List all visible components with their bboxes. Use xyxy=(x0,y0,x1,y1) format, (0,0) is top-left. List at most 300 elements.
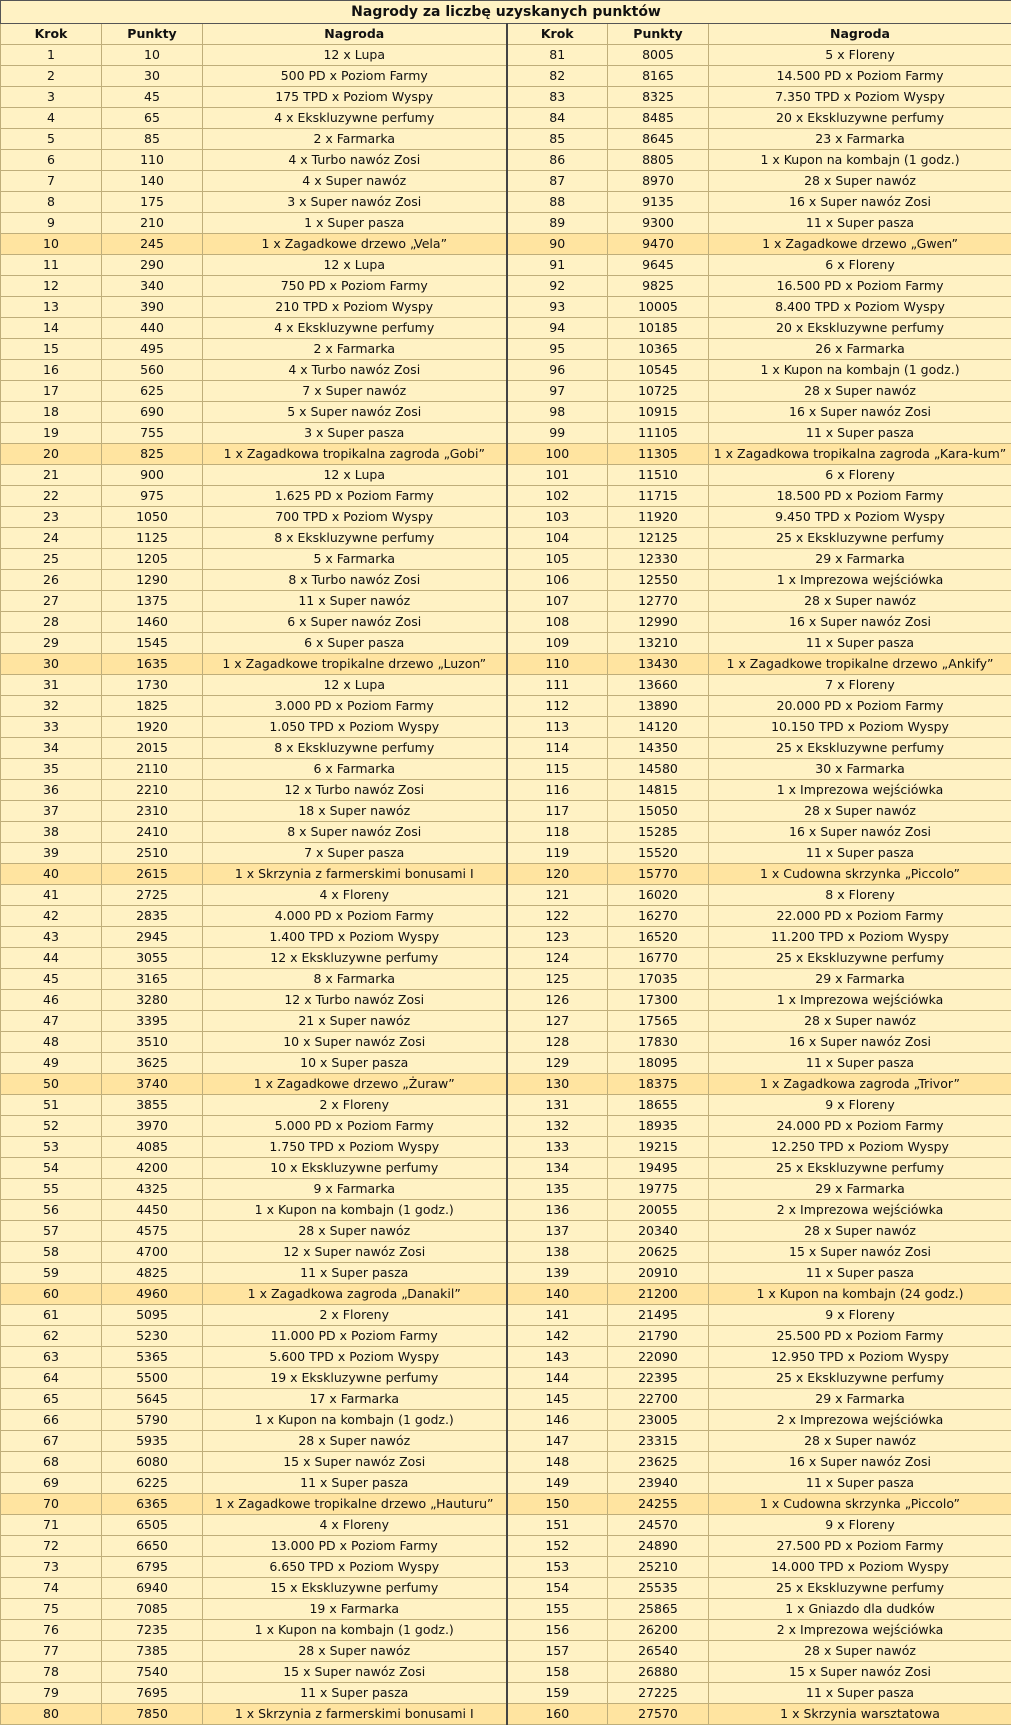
cell-krok: 97 xyxy=(507,381,608,402)
table-row xyxy=(1,801,1011,822)
cell-krok: 70 xyxy=(1,1494,102,1515)
cell-nagroda: 4 x Ekskluzywne perfumy xyxy=(203,108,507,129)
cell-nagroda: 10.150 TPD x Poziom Wyspy xyxy=(709,717,1011,738)
cell-krok: 26 xyxy=(1,570,102,591)
cell-krok: 151 xyxy=(507,1515,608,1536)
cell-nagroda: 4 x Turbo nawóz Zosi xyxy=(203,360,507,381)
cell-krok: 12 xyxy=(1,276,102,297)
cell-nagroda: 4 x Super nawóz xyxy=(203,171,507,192)
cell-nagroda: 10 x Ekskluzywne perfumy xyxy=(203,1158,507,1179)
cell-punkty: 15520 xyxy=(608,843,709,864)
cell-punkty: 3855 xyxy=(102,1095,203,1116)
cell-punkty: 3510 xyxy=(102,1032,203,1053)
cell-nagroda: 16 x Super nawóz Zosi xyxy=(709,402,1011,423)
cell-nagroda: 17 x Farmarka xyxy=(203,1389,507,1410)
cell-nagroda: 28 x Super nawóz xyxy=(709,801,1011,822)
cell-krok: 129 xyxy=(507,1053,608,1074)
cell-punkty: 24255 xyxy=(608,1494,709,1515)
cell-punkty: 3165 xyxy=(102,969,203,990)
cell-nagroda: 8.400 TPD x Poziom Wyspy xyxy=(709,297,1011,318)
cell-nagroda: 1.625 PD x Poziom Farmy xyxy=(203,486,507,507)
cell-punkty: 12330 xyxy=(608,549,709,570)
cell-punkty: 26540 xyxy=(608,1641,709,1662)
table-row xyxy=(1,990,1011,1011)
cell-punkty: 175 xyxy=(102,192,203,213)
cell-punkty: 140 xyxy=(102,171,203,192)
cell-nagroda: 8 x Farmarka xyxy=(203,969,507,990)
cell-nagroda: 1 x Imprezowa wejściówka xyxy=(709,570,1011,591)
cell-punkty: 7850 xyxy=(102,1704,203,1725)
cell-krok: 53 xyxy=(1,1137,102,1158)
cell-krok: 83 xyxy=(507,87,608,108)
cell-punkty: 2615 xyxy=(102,864,203,885)
cell-punkty: 16270 xyxy=(608,906,709,927)
cell-punkty: 1825 xyxy=(102,696,203,717)
cell-punkty: 19775 xyxy=(608,1179,709,1200)
cell-punkty: 4200 xyxy=(102,1158,203,1179)
table-row xyxy=(1,864,1011,885)
cell-nagroda: 7 x Super nawóz xyxy=(203,381,507,402)
cell-krok: 107 xyxy=(507,591,608,612)
cell-nagroda: 11 x Super pasza xyxy=(709,423,1011,444)
table-row xyxy=(1,465,1011,486)
header-nagroda-left: Nagroda xyxy=(203,24,507,45)
table-row xyxy=(1,927,1011,948)
cell-punkty: 15050 xyxy=(608,801,709,822)
cell-krok: 36 xyxy=(1,780,102,801)
cell-krok: 32 xyxy=(1,696,102,717)
cell-punkty: 1375 xyxy=(102,591,203,612)
cell-nagroda: 1 x Kupon na kombajn (1 godz.) xyxy=(203,1200,507,1221)
cell-nagroda: 11 x Super pasza xyxy=(203,1473,507,1494)
cell-punkty: 2310 xyxy=(102,801,203,822)
cell-punkty: 5500 xyxy=(102,1368,203,1389)
cell-nagroda: 11 x Super pasza xyxy=(709,1683,1011,1704)
cell-nagroda: 16 x Super nawóz Zosi xyxy=(709,822,1011,843)
cell-nagroda: 1 x Cudowna skrzynka „Piccolo” xyxy=(709,1494,1011,1515)
cell-punkty: 10005 xyxy=(608,297,709,318)
cell-krok: 137 xyxy=(507,1221,608,1242)
cell-nagroda: 12 x Lupa xyxy=(203,255,507,276)
cell-nagroda: 28 x Super nawóz xyxy=(709,381,1011,402)
table-row xyxy=(1,549,1011,570)
cell-punkty: 11715 xyxy=(608,486,709,507)
cell-krok: 24 xyxy=(1,528,102,549)
cell-krok: 8 xyxy=(1,192,102,213)
table-row xyxy=(1,612,1011,633)
cell-nagroda: 28 x Super nawóz xyxy=(709,1431,1011,1452)
cell-krok: 141 xyxy=(507,1305,608,1326)
cell-nagroda: 23 x Farmarka xyxy=(709,129,1011,150)
cell-nagroda: 1 x Zagadkowa tropikalna zagroda „Kara-kum” xyxy=(709,444,1011,465)
cell-nagroda: 2 x Floreny xyxy=(203,1095,507,1116)
cell-krok: 147 xyxy=(507,1431,608,1452)
cell-krok: 125 xyxy=(507,969,608,990)
cell-punkty: 85 xyxy=(102,129,203,150)
cell-krok: 38 xyxy=(1,822,102,843)
cell-krok: 81 xyxy=(507,45,608,66)
cell-punkty: 15285 xyxy=(608,822,709,843)
table-row xyxy=(1,1620,1011,1641)
cell-punkty: 900 xyxy=(102,465,203,486)
cell-punkty: 2015 xyxy=(102,738,203,759)
table-row xyxy=(1,507,1011,528)
cell-punkty: 12550 xyxy=(608,570,709,591)
cell-punkty: 23625 xyxy=(608,1452,709,1473)
cell-krok: 145 xyxy=(507,1389,608,1410)
cell-krok: 156 xyxy=(507,1620,608,1641)
cell-krok: 102 xyxy=(507,486,608,507)
table-row xyxy=(1,696,1011,717)
cell-krok: 64 xyxy=(1,1368,102,1389)
table-row xyxy=(1,276,1011,297)
cell-krok: 108 xyxy=(507,612,608,633)
cell-punkty: 8005 xyxy=(608,45,709,66)
cell-punkty: 1125 xyxy=(102,528,203,549)
cell-nagroda: 16 x Super nawóz Zosi xyxy=(709,612,1011,633)
cell-nagroda: 8 x Super nawóz Zosi xyxy=(203,822,507,843)
cell-nagroda: 10 x Super pasza xyxy=(203,1053,507,1074)
cell-punkty: 2210 xyxy=(102,780,203,801)
table-row xyxy=(1,87,1011,108)
table-row xyxy=(1,234,1011,255)
cell-punkty: 14120 xyxy=(608,717,709,738)
cell-punkty: 65 xyxy=(102,108,203,129)
cell-punkty: 25535 xyxy=(608,1578,709,1599)
table-row xyxy=(1,633,1011,654)
cell-krok: 78 xyxy=(1,1662,102,1683)
header-krok-right: Krok xyxy=(507,24,608,45)
cell-krok: 59 xyxy=(1,1263,102,1284)
table-row xyxy=(1,66,1011,87)
cell-krok: 103 xyxy=(507,507,608,528)
cell-punkty: 2110 xyxy=(102,759,203,780)
cell-nagroda: 1.400 TPD x Poziom Wyspy xyxy=(203,927,507,948)
cell-krok: 44 xyxy=(1,948,102,969)
cell-punkty: 18095 xyxy=(608,1053,709,1074)
cell-punkty: 4325 xyxy=(102,1179,203,1200)
table-row xyxy=(1,570,1011,591)
cell-krok: 76 xyxy=(1,1620,102,1641)
header-krok-left: Krok xyxy=(1,24,102,45)
cell-nagroda: 11 x Super nawóz xyxy=(203,591,507,612)
cell-krok: 155 xyxy=(507,1599,608,1620)
cell-krok: 30 xyxy=(1,654,102,675)
table-row xyxy=(1,1494,1011,1515)
cell-nagroda: 11 x Super pasza xyxy=(203,1263,507,1284)
cell-punkty: 4575 xyxy=(102,1221,203,1242)
table-row xyxy=(1,1599,1011,1620)
cell-punkty: 8645 xyxy=(608,129,709,150)
table-row xyxy=(1,1263,1011,1284)
cell-nagroda: 8 x Ekskluzywne perfumy xyxy=(203,528,507,549)
cell-krok: 42 xyxy=(1,906,102,927)
cell-krok: 111 xyxy=(507,675,608,696)
cell-nagroda: 25 x Ekskluzywne perfumy xyxy=(709,1368,1011,1389)
cell-krok: 3 xyxy=(1,87,102,108)
cell-nagroda: 12 x Ekskluzywne perfumy xyxy=(203,948,507,969)
cell-krok: 86 xyxy=(507,150,608,171)
cell-nagroda: 13.000 PD x Poziom Farmy xyxy=(203,1536,507,1557)
cell-nagroda: 20 x Ekskluzywne perfumy xyxy=(709,108,1011,129)
cell-nagroda: 1 x Zagadkowe tropikalne drzewo „Ankify” xyxy=(709,654,1011,675)
cell-krok: 106 xyxy=(507,570,608,591)
cell-nagroda: 4 x Ekskluzywne perfumy xyxy=(203,318,507,339)
cell-punkty: 17035 xyxy=(608,969,709,990)
cell-punkty: 19495 xyxy=(608,1158,709,1179)
table-row xyxy=(1,1137,1011,1158)
cell-punkty: 1545 xyxy=(102,633,203,654)
cell-punkty: 21200 xyxy=(608,1284,709,1305)
header-nagroda-right: Nagroda xyxy=(709,24,1011,45)
cell-punkty: 9645 xyxy=(608,255,709,276)
cell-punkty: 26880 xyxy=(608,1662,709,1683)
cell-punkty: 440 xyxy=(102,318,203,339)
table-row xyxy=(1,1032,1011,1053)
cell-punkty: 1635 xyxy=(102,654,203,675)
cell-punkty: 6940 xyxy=(102,1578,203,1599)
cell-punkty: 9825 xyxy=(608,276,709,297)
table-body xyxy=(1,45,1011,1725)
cell-nagroda: 19 x Ekskluzywne perfumy xyxy=(203,1368,507,1389)
cell-nagroda: 4 x Turbo nawóz Zosi xyxy=(203,150,507,171)
cell-punkty: 26200 xyxy=(608,1620,709,1641)
cell-nagroda: 11.000 PD x Poziom Farmy xyxy=(203,1326,507,1347)
cell-krok: 21 xyxy=(1,465,102,486)
cell-punkty: 17830 xyxy=(608,1032,709,1053)
cell-krok: 40 xyxy=(1,864,102,885)
cell-nagroda: 9 x Floreny xyxy=(709,1515,1011,1536)
table-row xyxy=(1,948,1011,969)
cell-nagroda: 5.000 PD x Poziom Farmy xyxy=(203,1116,507,1137)
table-row xyxy=(1,1179,1011,1200)
cell-punkty: 2410 xyxy=(102,822,203,843)
cell-krok: 17 xyxy=(1,381,102,402)
cell-nagroda: 210 TPD x Poziom Wyspy xyxy=(203,297,507,318)
cell-punkty: 25210 xyxy=(608,1557,709,1578)
cell-krok: 54 xyxy=(1,1158,102,1179)
cell-krok: 87 xyxy=(507,171,608,192)
table-row xyxy=(1,318,1011,339)
cell-punkty: 15770 xyxy=(608,864,709,885)
table-row xyxy=(1,738,1011,759)
cell-nagroda: 14.500 PD x Poziom Farmy xyxy=(709,66,1011,87)
cell-punkty: 8970 xyxy=(608,171,709,192)
cell-krok: 2 xyxy=(1,66,102,87)
cell-nagroda: 12.950 TPD x Poziom Wyspy xyxy=(709,1347,1011,1368)
cell-nagroda: 2 x Imprezowa wejściówka xyxy=(709,1410,1011,1431)
header-punkty-right: Punkty xyxy=(608,24,709,45)
cell-krok: 113 xyxy=(507,717,608,738)
cell-punkty: 6505 xyxy=(102,1515,203,1536)
cell-punkty: 6080 xyxy=(102,1452,203,1473)
cell-punkty: 825 xyxy=(102,444,203,465)
cell-krok: 56 xyxy=(1,1200,102,1221)
cell-krok: 22 xyxy=(1,486,102,507)
cell-nagroda: 18.500 PD x Poziom Farmy xyxy=(709,486,1011,507)
cell-punkty: 4450 xyxy=(102,1200,203,1221)
cell-krok: 124 xyxy=(507,948,608,969)
cell-krok: 126 xyxy=(507,990,608,1011)
cell-nagroda: 8 x Floreny xyxy=(709,885,1011,906)
cell-nagroda: 5.600 TPD x Poziom Wyspy xyxy=(203,1347,507,1368)
cell-nagroda: 25 x Ekskluzywne perfumy xyxy=(709,1578,1011,1599)
cell-nagroda: 2 x Imprezowa wejściówka xyxy=(709,1620,1011,1641)
table-row xyxy=(1,1662,1011,1683)
table-row xyxy=(1,1116,1011,1137)
cell-punkty: 19215 xyxy=(608,1137,709,1158)
table-row xyxy=(1,486,1011,507)
cell-nagroda: 20 x Ekskluzywne perfumy xyxy=(709,318,1011,339)
cell-krok: 50 xyxy=(1,1074,102,1095)
cell-nagroda: 18 x Super nawóz xyxy=(203,801,507,822)
cell-punkty: 245 xyxy=(102,234,203,255)
cell-nagroda: 6 x Super pasza xyxy=(203,633,507,654)
cell-krok: 148 xyxy=(507,1452,608,1473)
cell-krok: 57 xyxy=(1,1221,102,1242)
cell-punkty: 5365 xyxy=(102,1347,203,1368)
cell-punkty: 12770 xyxy=(608,591,709,612)
cell-krok: 55 xyxy=(1,1179,102,1200)
cell-punkty: 21790 xyxy=(608,1326,709,1347)
cell-punkty: 6650 xyxy=(102,1536,203,1557)
cell-krok: 62 xyxy=(1,1326,102,1347)
cell-krok: 117 xyxy=(507,801,608,822)
cell-nagroda: 6.650 TPD x Poziom Wyspy xyxy=(203,1557,507,1578)
table-row xyxy=(1,1326,1011,1347)
cell-krok: 133 xyxy=(507,1137,608,1158)
table-title: Nagrody za liczbę uzyskanych punktów xyxy=(1,1,1011,24)
cell-nagroda: 11.200 TPD x Poziom Wyspy xyxy=(709,927,1011,948)
cell-krok: 85 xyxy=(507,129,608,150)
cell-nagroda: 28 x Super nawóz xyxy=(203,1431,507,1452)
cell-krok: 9 xyxy=(1,213,102,234)
cell-punkty: 8325 xyxy=(608,87,709,108)
cell-krok: 71 xyxy=(1,1515,102,1536)
cell-punkty: 23940 xyxy=(608,1473,709,1494)
cell-nagroda: 11 x Super pasza xyxy=(709,633,1011,654)
cell-punkty: 10185 xyxy=(608,318,709,339)
table-row xyxy=(1,1284,1011,1305)
cell-nagroda: 4 x Floreny xyxy=(203,885,507,906)
cell-krok: 110 xyxy=(507,654,608,675)
cell-punkty: 5935 xyxy=(102,1431,203,1452)
cell-krok: 29 xyxy=(1,633,102,654)
cell-krok: 139 xyxy=(507,1263,608,1284)
cell-krok: 89 xyxy=(507,213,608,234)
cell-nagroda: 1 x Cudowna skrzynka „Piccolo” xyxy=(709,864,1011,885)
cell-krok: 19 xyxy=(1,423,102,444)
cell-nagroda: 28 x Super nawóz xyxy=(709,1641,1011,1662)
table-row xyxy=(1,1431,1011,1452)
cell-nagroda: 1 x Imprezowa wejściówka xyxy=(709,780,1011,801)
cell-nagroda: 30 x Farmarka xyxy=(709,759,1011,780)
cell-nagroda: 1 x Zagadkowa tropikalna zagroda „Gobi” xyxy=(203,444,507,465)
cell-krok: 65 xyxy=(1,1389,102,1410)
cell-nagroda: 2 x Farmarka xyxy=(203,129,507,150)
cell-krok: 120 xyxy=(507,864,608,885)
cell-punkty: 390 xyxy=(102,297,203,318)
cell-krok: 134 xyxy=(507,1158,608,1179)
cell-punkty: 16770 xyxy=(608,948,709,969)
cell-krok: 10 xyxy=(1,234,102,255)
cell-krok: 82 xyxy=(507,66,608,87)
table-row xyxy=(1,1557,1011,1578)
cell-nagroda: 6 x Floreny xyxy=(709,255,1011,276)
cell-nagroda: 11 x Super pasza xyxy=(709,213,1011,234)
table-row xyxy=(1,1704,1011,1725)
cell-krok: 31 xyxy=(1,675,102,696)
cell-punkty: 10545 xyxy=(608,360,709,381)
table-row xyxy=(1,1368,1011,1389)
cell-krok: 25 xyxy=(1,549,102,570)
cell-krok: 37 xyxy=(1,801,102,822)
cell-punkty: 20910 xyxy=(608,1263,709,1284)
cell-nagroda: 1 x Kupon na kombajn (1 godz.) xyxy=(709,150,1011,171)
table-row xyxy=(1,591,1011,612)
cell-nagroda: 9 x Floreny xyxy=(709,1095,1011,1116)
cell-punkty: 24570 xyxy=(608,1515,709,1536)
cell-punkty: 755 xyxy=(102,423,203,444)
cell-punkty: 1205 xyxy=(102,549,203,570)
cell-nagroda: 15 x Super nawóz Zosi xyxy=(709,1242,1011,1263)
cell-nagroda: 14.000 TPD x Poziom Wyspy xyxy=(709,1557,1011,1578)
table-row xyxy=(1,1536,1011,1557)
cell-nagroda: 2 x Imprezowa wejściówka xyxy=(709,1200,1011,1221)
cell-krok: 5 xyxy=(1,129,102,150)
cell-nagroda: 12 x Lupa xyxy=(203,675,507,696)
table-row xyxy=(1,381,1011,402)
cell-punkty: 22395 xyxy=(608,1368,709,1389)
cell-krok: 144 xyxy=(507,1368,608,1389)
cell-krok: 23 xyxy=(1,507,102,528)
cell-krok: 92 xyxy=(507,276,608,297)
cell-nagroda: 12 x Super nawóz Zosi xyxy=(203,1242,507,1263)
cell-punkty: 27225 xyxy=(608,1683,709,1704)
cell-punkty: 11305 xyxy=(608,444,709,465)
cell-punkty: 45 xyxy=(102,87,203,108)
cell-punkty: 690 xyxy=(102,402,203,423)
cell-nagroda: 28 x Super nawóz xyxy=(709,591,1011,612)
cell-nagroda: 1 x Zagadkowa zagroda „Trivor” xyxy=(709,1074,1011,1095)
cell-nagroda: 16 x Super nawóz Zosi xyxy=(709,1032,1011,1053)
table-row xyxy=(1,360,1011,381)
cell-krok: 116 xyxy=(507,780,608,801)
table-row xyxy=(1,1515,1011,1536)
cell-nagroda: 1 x Skrzynia z farmerskimi bonusami I xyxy=(203,864,507,885)
cell-krok: 74 xyxy=(1,1578,102,1599)
cell-krok: 49 xyxy=(1,1053,102,1074)
cell-punkty: 9470 xyxy=(608,234,709,255)
table-row xyxy=(1,192,1011,213)
table-row xyxy=(1,339,1011,360)
cell-punkty: 7540 xyxy=(102,1662,203,1683)
cell-punkty: 5230 xyxy=(102,1326,203,1347)
cell-krok: 158 xyxy=(507,1662,608,1683)
cell-punkty: 14815 xyxy=(608,780,709,801)
cell-punkty: 3625 xyxy=(102,1053,203,1074)
cell-krok: 72 xyxy=(1,1536,102,1557)
cell-krok: 157 xyxy=(507,1641,608,1662)
table-row xyxy=(1,1242,1011,1263)
cell-punkty: 2945 xyxy=(102,927,203,948)
cell-punkty: 11510 xyxy=(608,465,709,486)
cell-krok: 93 xyxy=(507,297,608,318)
cell-nagroda: 29 x Farmarka xyxy=(709,549,1011,570)
cell-nagroda: 28 x Super nawóz xyxy=(709,1221,1011,1242)
cell-nagroda: 1 x Gniazdo dla dudków xyxy=(709,1599,1011,1620)
table-row xyxy=(1,528,1011,549)
